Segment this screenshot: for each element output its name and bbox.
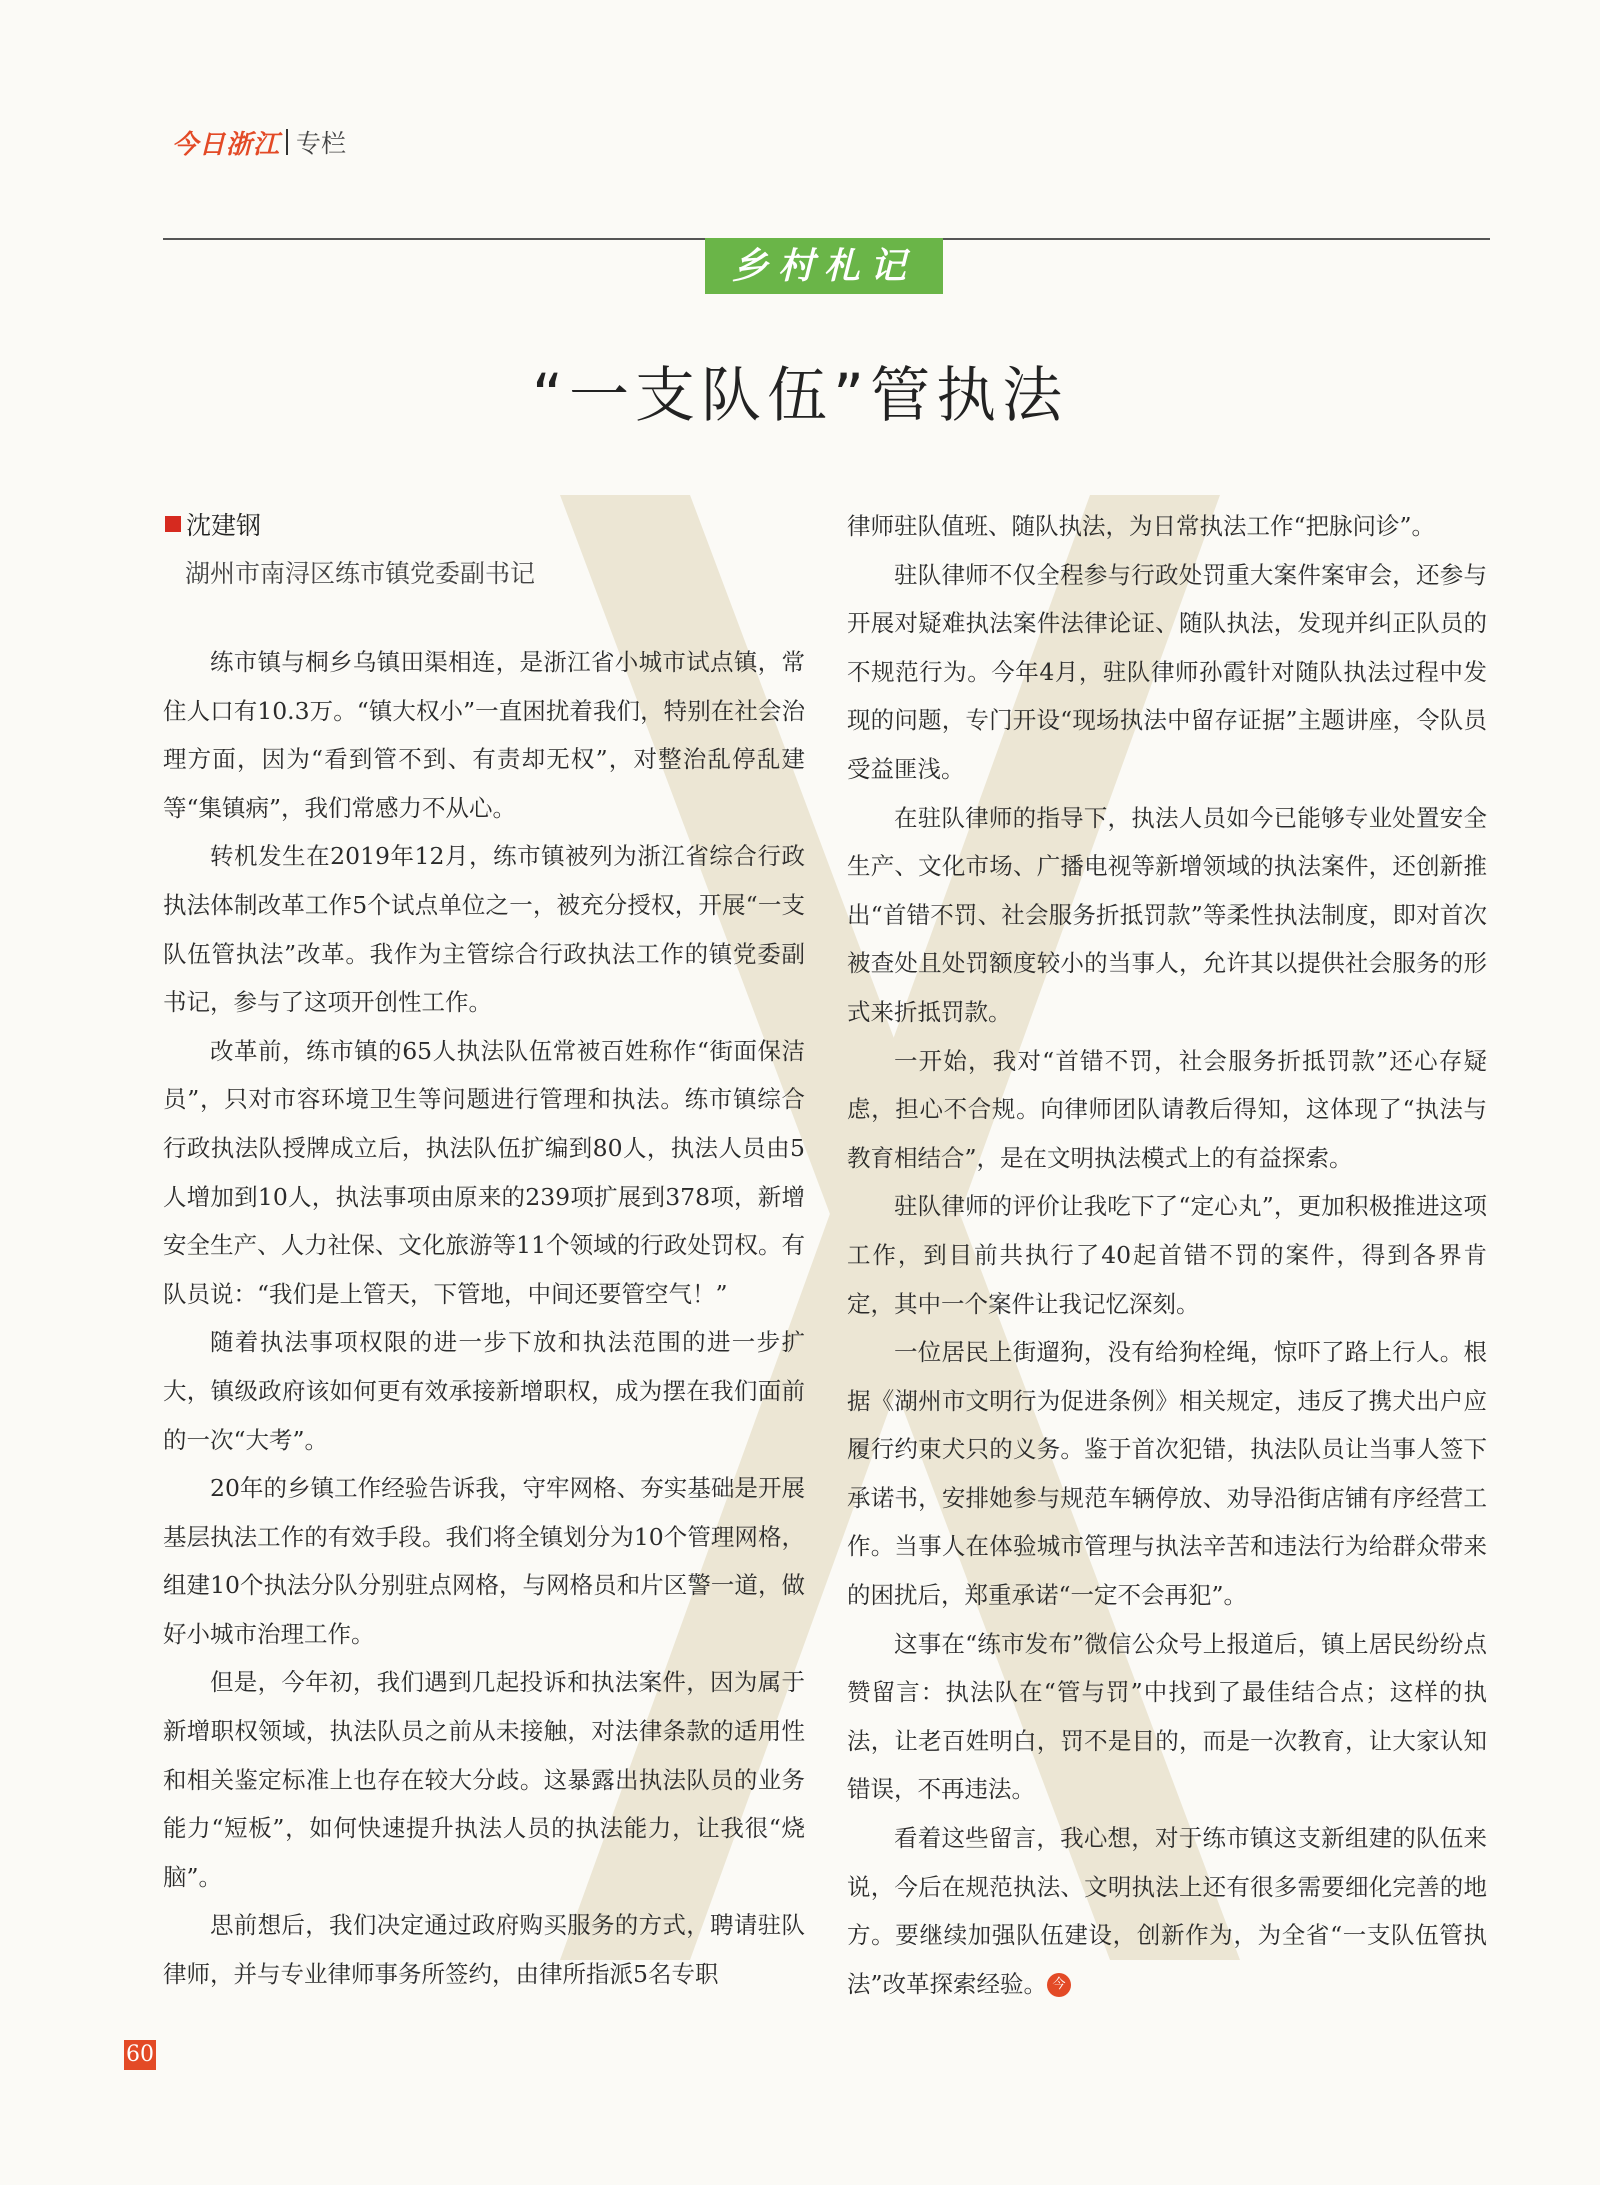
author-position: 湖州市南浔区练市镇党委副书记 [185,559,536,588]
right-column [847,502,1487,2008]
magazine-logo: 今日浙江 [172,129,281,160]
paragraph: 一开始，我对“首错不罚，社会服务折抵罚款”还心存疑虑，担心不合规。向律师团队请教后得知，这体现了“执法与教育相结合”，是在文明执法模式上的有益探索。 [847,1046,1487,1172]
paragraph: 改革前，练市镇的65人执法队伍常被百姓称作“街面保洁员”，只对市容环境卫生等问题进行管理和执法。练市镇综合行政执法队授牌成立后，执法队伍扩编到80人，执法人员由5人增加到10人，执法事项由原来的239项扩展到378项，新增安全生产、人力社保、文化旅游等11个领域的行政处罚权。有队员说：“我们是上管天，下管地，中间还要管空气！” [163,1036,805,1308]
paragraph: 思前想后，我们决定通过政府购买服务的方式，聘请驻队律师，并与专业律师事务所签约，由律所指派5名专职 [163,1911,805,1989]
paragraph: 一位居民上街遛狗，没有给狗栓绳，惊吓了路上行人。根据《湖州市文明行为促进条例》相关规定，违反了携犬出户应履行约束犬只的义务。鉴于首次犯错，执法队员让当事人签下承诺书，安排她参与规范车辆停放、劝导沿街店铺有序经营工作。当事人在体验城市管理与执法辛苦和违法行为给群众带来的困扰后，郑重承诺“一定不会再犯”。 [847,1338,1487,1610]
author-name: 沈建钢 [186,511,262,540]
paragraph: 这事在“练市发布”微信公众号上报道后，镇上居民纷纷点赞留言：执法队在“管与罚”中找到了最佳结合点；这样的执法，让老百姓明白，罚不是目的，而是一次教育，让大家认知错误，不再违法。 [847,1629,1487,1804]
column-label: 专栏 [296,129,347,158]
page-number: 60 [124,2040,156,2070]
paragraph: 20年的乡镇工作经验告诉我，守牢网格、夯实基础是开展基层执法工作的有效手段。我们将全镇划分为10个管理网格，组建10个执法分队分别驻点网格，与网格员和片区警一道，做好小城市治理工作。 [163,1474,805,1648]
paragraph: 练市镇与桐乡乌镇田渠相连，是浙江省小城市试点镇，常住人口有10.3万。“镇大权小”一直困扰着我们，特别在社会治理方面，因为“看到管不到、有责却无权”，对整治乱停乱建等“集镇病”，我们常感力不从心。 [163,648,805,822]
paragraph: 转机发生在2019年12月，练市镇被列为浙江省综合行政执法体制改革工作5个试点单位之一，被充分授权，开展“一支队伍管执法”改革。我作为主管综合行政执法工作的镇党委副书记，参与了这项开创性工作。 [163,842,805,1017]
paragraph-text: 看着这些留言，我心想，对于练市镇这支新组建的队伍来说，今后在规范执法、文明执法上还有很多需要细化完善的地方。要继续加强队伍建设，创新作为，为全省“一支队伍管执法”改革探索经验。 [847,1824,1487,1998]
section-badge: 乡村札记 [705,238,943,294]
paragraph-continuation: 律师驻队值班、随队执法，为日常执法工作“把脉问诊”。 [847,512,1436,540]
left-column [163,638,805,1999]
end-mark-icon: 今 [1047,1973,1071,1997]
paragraph: 随着执法事项权限的进一步下放和执法范围的进一步扩大，镇级政府该如何更有效承接新增职权，成为摆在我们面前的一次“大考”。 [163,1328,805,1454]
header [172,122,346,162]
paragraph: 驻队律师的评价让我吃下了“定心丸”，更加积极推进这项工作，到目前共执行了40起首错不罚的案件，得到各界肯定，其中一个案件让我记忆深刻。 [847,1192,1487,1318]
paragraph: 驻队律师不仅全程参与行政处罚重大案件案审会，还参与开展对疑难执法案件法律论证、随队执法，发现并纠正队员的不规范行为。今年4月，驻队律师孙霞针对随队执法过程中发现的问题，专门开设“现场执法中留存证据”主题讲座，令队员受益匪浅。 [847,560,1487,783]
paragraph: 但是，今年初，我们遇到几起投诉和执法案件，因为属于新增职权领域，执法队员之前从未接触，对法律条款的适用性和相关鉴定标准上也存在较大分歧。这暴露出执法队员的业务能力“短板”，如何快速提升执法人员的执法能力，让我很“烧脑”。 [163,1668,805,1891]
article-title: “一支队伍”管执法 [531,361,1069,431]
author-marker-square [165,516,181,532]
paragraph: 在驻队律师的指导下，执法人员如今已能够专业处置安全生产、文化市场、广播电视等新增领域的执法案件，还创新推出“首错不罚、社会服务折抵罚款”等柔性执法制度，即对首次被查处且处罚额度较小的当事人，允许其以提供社会服务的形式来折抵罚款。 [847,803,1487,1026]
final-paragraph [847,1814,1487,2008]
header-divider [286,129,288,155]
author-byline [165,506,261,542]
